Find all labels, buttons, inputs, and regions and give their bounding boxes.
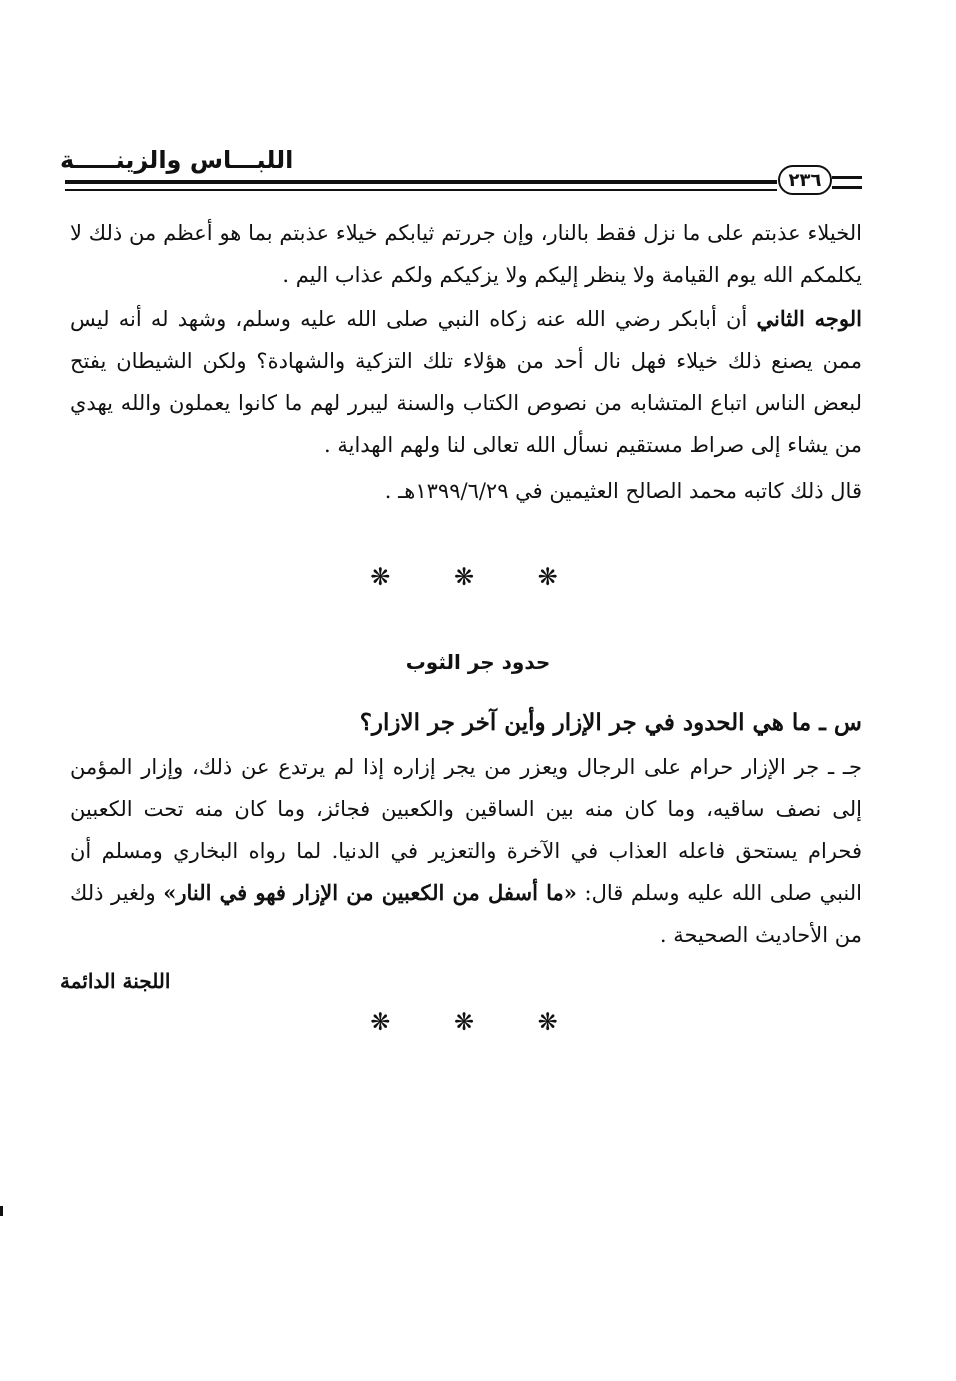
paragraph-2 [70,298,862,466]
question: س ـ ما هي الحدود في جر الإزار وأين آخر جر الازار؟ [359,709,862,736]
header-rule-thick [65,180,777,184]
scan-edge-mark [0,1206,3,1216]
page-number: ٢٣٦ [778,165,832,195]
signature-committee: اللجنة الدائمة [60,969,171,993]
answer-text-2: ولغير ذلك من الأحاديث الصحيحة . [70,881,862,947]
paragraph-1: الخيلاء عذبتم على ما نزل فقط بالنار، وإن جررتم ثيابكم خيلاء عذبتم بما هو أعظم من ذلك لا يكلمكم الله يوم القيامة ولا ينظر إليكم ولا يزكيكم ولكم عذاب اليم . [70,221,862,287]
answer-text-1: جـ ـ جر الإزار حرام على الرجال ويعزر من يجر إزاره إذا لم يرتدع عن ذلك، وإزار المؤمن إلى نصف ساقيه، وما كان منه بين الساقين والكعبين فجائز، وما كان منه تحت الكعبين فحرام يستحق فاعله العذاب في الآخرة والتعزير في الدنيا. لما رواه البخاري ومسلم أن النبي صلى الله عليه وسلم قال: [70,755,862,905]
end-separator: ❋ ❋ ❋ [370,1008,586,1036]
header-rule-right-top [832,176,862,179]
header-rule-right-bottom [832,186,862,189]
answer [70,746,862,956]
hadith-quote: «ما أسفل من الكعبين من الإزار فهو في النار» [163,880,577,905]
paragraph-2-text: أن أبابكر رضي الله عنه زكاه النبي صلى الله عليه وسلم، وشهد له أنه ليس ممن يصنع ذلك خيلاء فهل نال أحد من هؤلاء تلك التزكية والشهادة؟ ولكن الشيطان يفتح لبعض الناس اتباع المتشابه من نصوص الكتاب والسنة ليبرر لهم ما كانوا يعملون والله يهدي من يشاء إلى صراط مستقيم نسأل الله تعالى لنا ولهم الهداية . [70,307,862,457]
signature-line-1: قال ذلك كاتبه محمد الصالح العثيمين في ١٣٩٩/٦/٢٩هـ . [384,479,862,503]
header-rule-thin [65,189,777,191]
paragraph-2-lead: الوجه الثاني [756,306,862,331]
section-title: حدود جر الثوب [405,650,551,674]
running-header-title: اللبـــاس والزينـــــة [60,146,294,174]
section-separator: ❋ ❋ ❋ [370,563,586,591]
